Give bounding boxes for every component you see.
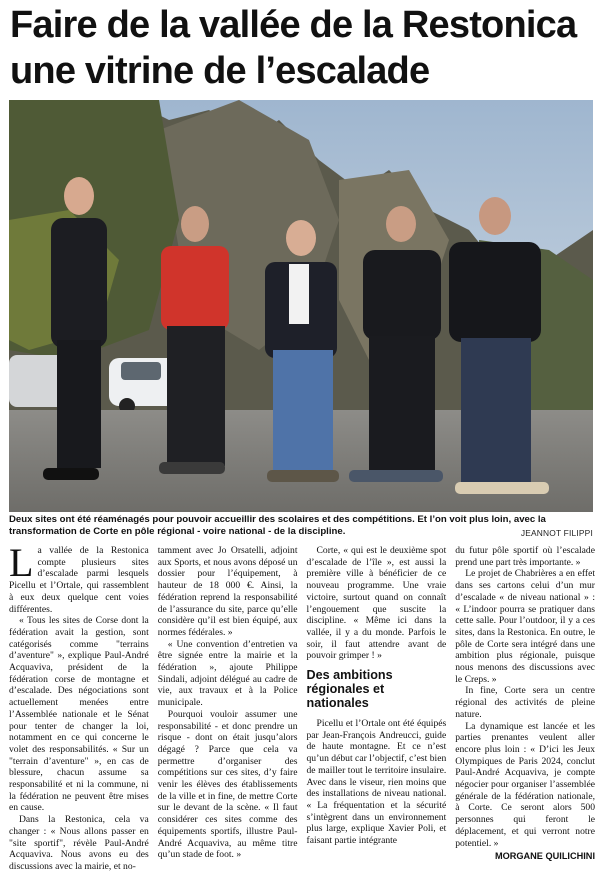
group-photo bbox=[9, 100, 593, 512]
article-column-4 bbox=[455, 545, 595, 862]
headline bbox=[10, 2, 600, 94]
photo-caption: Deux sites ont été réaménagés pour pouvoir accueillir des scolaires et des compétitions. Et l’on voit plus loin, avec la transformation de Corte en pôle régional - voire national - de la discipline. bbox=[9, 514, 546, 537]
headline-line-2: une vitrine de l’escalade bbox=[10, 50, 430, 92]
paragraph: La dynamique est lancée et les parties prenantes veulent aller encore plus loin : « D’ici les Jeux Olympiques de Paris 2024, conclut Paul-André Acquaviva, je compte négocier pour organiser l’assemblée générale de la fédération nationale, à Corte. Ce seront alors 500 personnes qui feront le déplacement, et qui verront notre potentiel. » bbox=[455, 720, 595, 849]
article-column-3 bbox=[307, 545, 447, 851]
drop-cap: L bbox=[9, 540, 34, 585]
section-subhead: Des ambitions régionales et nationales bbox=[306, 668, 393, 711]
paragraph: Dans la Restonica, cela va changer : « Nous allons passer en "site sportif", révèle Paul-André Acquaviva. Nous avons eu des discussions avec la mairie, et no- bbox=[9, 814, 149, 872]
headline-line-1: Faire de la vallée de la Restonica bbox=[10, 4, 577, 46]
paragraph: « Une convention d’entretien va être signée entre la mairie et la fédération », ajoute Philippe Sindali, adjoint délégué au cadre de vie, aux travaux et à la Police municipale. bbox=[157, 638, 298, 709]
article-body bbox=[9, 540, 595, 872]
lead-paragraph bbox=[9, 540, 149, 615]
paragraph: In fine, Corte sera un centre régional des activités de pleine nature. bbox=[455, 685, 595, 720]
article-column-2 bbox=[157, 545, 298, 861]
paragraph-text: a vallée de la Restonica compte plusieurs sites d’escalade parmi lesquels Picellu et l’Ortale, qui rassemblent à eux deux quelque cent voies différentes. bbox=[9, 545, 149, 615]
paragraph: Picellu et l’Ortale ont été équipés par Jean-François Andreucci, guide de haute montagne. Et ce n’est qu’un début car l’objectif, c’est bien de mailler tout le territoire insulaire. Avec dans le viseur, rien moins que des installations de niveau national. « La fréquentation et la sécurité s’intègrent dans un environnement plus large, explique Xavier Poli, et faisant partie intégrante bbox=[306, 718, 447, 847]
paragraph: du futur pôle sportif où l’escalade prend une part très importante. » bbox=[455, 545, 595, 568]
article-column-1 bbox=[9, 540, 149, 872]
paragraph: Le projet de Chabrières a en effet dans ses cartons celui d’un mur d’escalade « de niveau national » : « L’indoor pourra se pratiquer dans cette salle. Pour l’outdoor, il y a ces sites, dans la Restonica. En outre, le pôle de Corte sera intégré dans une ambition plus régionale, puisque nous menons des discussions avec le Creps. » bbox=[455, 568, 595, 685]
paragraph: « Tous les sites de Corse dont la fédération avait la gestion, sont catégorisés comme "terrains d’aventure" », explique Paul-André Acquaviva, président de la fédération corse de montagne et d’escalade. Des négociations sont actuellement menées entre l’Assemblée nationale et le Sénat pour tenter de changer la loi, notamment en ce qui concerne le volet des responsabilités. « Sur un "terrain d’aventure" », en cas de blessure, chacun assume sa responsabilité et ni la commune, ni la fédération ne peuvent être mises en cause. bbox=[9, 615, 149, 814]
photo-credit: JEANNOT FILIPPI bbox=[520, 528, 593, 538]
paragraph: Corte, « qui est le deuxième spot d’escalade de l’île », est aussi la première ville à bénéficier de ce nouveau programme. Une vraie victoire, surtout quand on connaît l’engouement que suscite la discipline. « Même ici dans la vallée, il y a du monde. Parfois le soir, il faut attendre avant de pouvoir grimper ! » bbox=[306, 545, 447, 662]
paragraph: Pourquoi vouloir assumer une responsabilité - et donc prendre un risque - dont on était jusqu’alors dégagé ? Parce que cela va permettre d’organiser des compétitions sur ces sites, d’y faire venir les élèves des établissements de la ville et in fine, de mettre Corte sur le devant de la scène. « Il faut considérer ces sites comme des équipements sportifs, illustre Paul-André Acquaviva, au même titre qu’un stade de foot. » bbox=[157, 708, 298, 861]
byline: MORGANE QUILICHINI bbox=[494, 851, 595, 862]
paragraph: tamment avec Jo Orsatelli, adjoint aux Sports, et nous avons déposé un dossier pour l’équipement, à hauteur de 18 000 €. Ainsi, la fédération reprend la responsabilité de l’assurance du site, parce qu’elle considère qu’il est bien équipé, aux normes fédérales. » bbox=[157, 545, 298, 638]
